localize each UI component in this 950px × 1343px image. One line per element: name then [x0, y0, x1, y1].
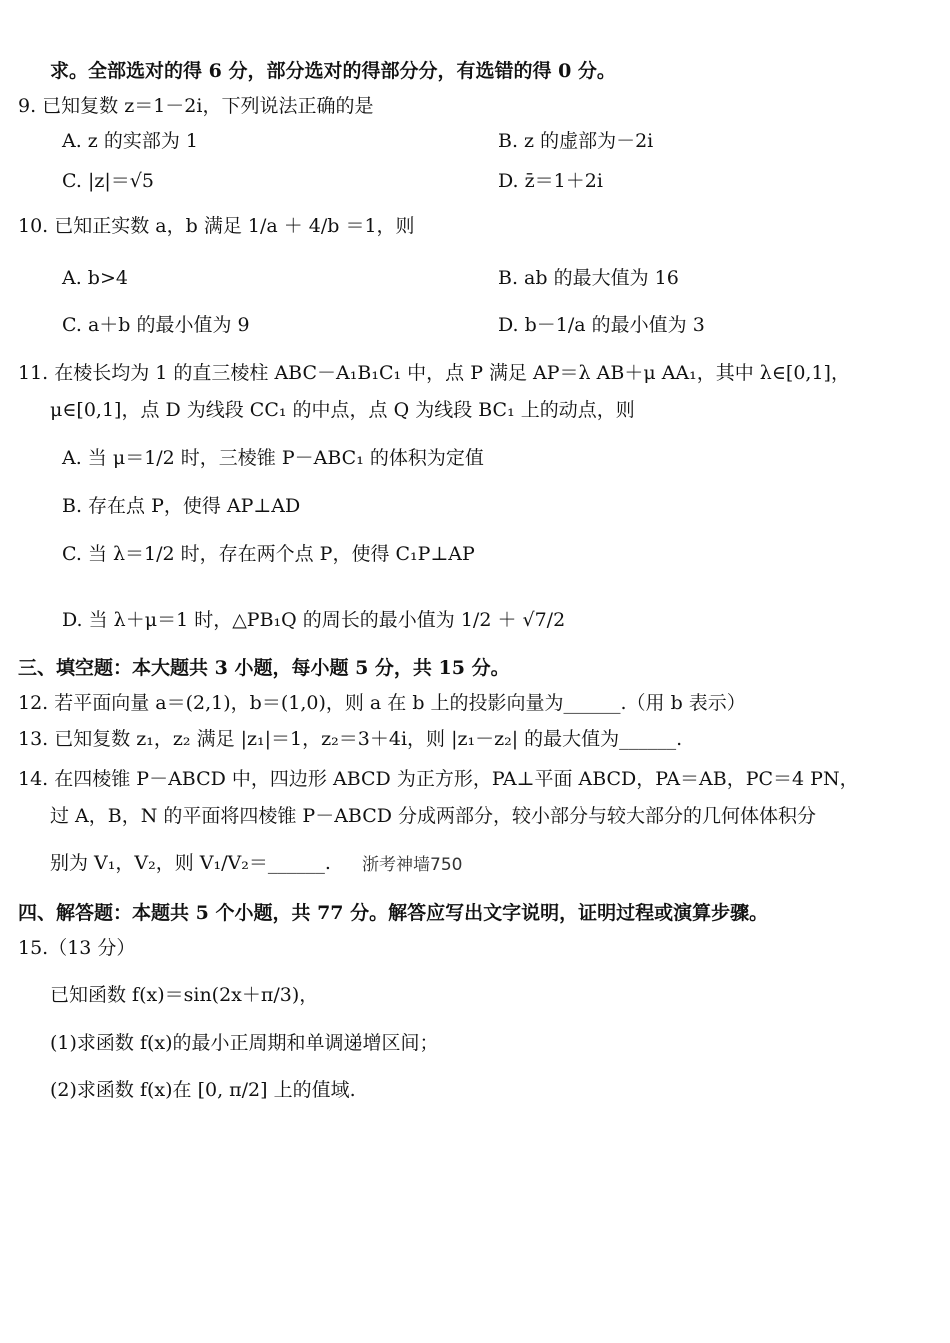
- q15-given-text: 已知函数 f(x)＝sin(2x＋π/3)，: [50, 984, 319, 1006]
- section-3-heading: [18, 658, 510, 679]
- section-4-heading: [18, 903, 768, 924]
- q9-option-a: [62, 131, 198, 152]
- q11-stem1-text: 11. 在棱长均为 1 的直三棱柱 ABC－A₁B₁C₁ 中，点 P 满足 AP＝λ AB＋μ AA₁，其中 λ∈[0,1]，: [18, 362, 850, 384]
- q9-option-a-text: A. z 的实部为 1: [62, 130, 198, 152]
- q10-option-a-text: A. b>4: [62, 267, 128, 289]
- q11-option-a: [62, 448, 484, 469]
- q14-line3-text: 别为 V₁，V₂，则 V₁/V₂＝______.: [50, 852, 331, 874]
- q15-part1: [50, 1033, 439, 1054]
- q14-line1: [18, 769, 859, 790]
- q14-line2: [50, 806, 816, 827]
- q10-option-c-text: C. a＋b 的最小值为 9: [62, 314, 250, 336]
- q13: [18, 729, 682, 750]
- q15-part2-text: (2)求函数 f(x)在 [0, π/2] 上的值域.: [50, 1079, 356, 1101]
- q12-text: 12. 若平面向量 a＝(2,1)，b＝(1,0)，则 a 在 b 上的投影向量为______.（用 b 表示）: [18, 692, 746, 714]
- q15-header-text: 15.（13 分）: [18, 937, 136, 959]
- q11-option-c: [62, 544, 475, 565]
- q11-stem-line2: [50, 400, 635, 421]
- q15-header: [18, 938, 135, 959]
- q9-option-d-text: D. z̄＝1＋2i: [498, 170, 603, 192]
- q9-option-d: [498, 171, 603, 192]
- watermark: [362, 856, 462, 875]
- q15-part2: [50, 1080, 356, 1101]
- q9-option-c-text: C. |z|＝√5: [62, 170, 154, 192]
- q14-line2-text: 过 A，B，N 的平面将四棱锥 P－ABCD 分成两部分，较小部分与较大部分的几何体体积分: [50, 805, 817, 827]
- q9-stem: [18, 96, 373, 117]
- q9-stem-text: 9. 已知复数 z＝1－2i，下列说法正确的是: [18, 95, 374, 117]
- q11-option-b: [62, 496, 300, 517]
- q10-stem-text: 10. 已知正实数 a，b 满足 1/a ＋ 4/b ＝1，则: [18, 215, 415, 237]
- q15-part1-text: (1)求函数 f(x)的最小正周期和单调递增区间；: [50, 1032, 439, 1054]
- q11-stem-line1: [18, 363, 850, 384]
- q11-option-b-text: B. 存在点 P，使得 AP⊥AD: [62, 495, 301, 517]
- q11-option-d: [62, 610, 565, 631]
- q9-option-b-text: B. z 的虚部为－2i: [498, 130, 654, 152]
- q9-option-c: [62, 171, 154, 192]
- q14-line3: [50, 853, 331, 874]
- q11-option-c-text: C. 当 λ＝1/2 时，存在两个点 P，使得 C₁P⊥AP: [62, 543, 475, 565]
- q10-option-b-text: B. ab 的最大值为 16: [498, 267, 679, 289]
- watermark-text: 浙考神墙750: [362, 855, 463, 875]
- q9-option-b: [498, 131, 653, 152]
- q11-option-d-text: D. 当 λ＋μ＝1 时，△PB₁Q 的周长的最小值为 1/2 ＋ √7/2: [62, 609, 566, 631]
- q10-option-c: [62, 315, 250, 336]
- q13-text: 13. 已知复数 z₁，z₂ 满足 |z₁|＝1，z₂＝3＋4i，则 |z₁－z₂| 的最大值为______.: [18, 728, 683, 750]
- q11-option-a-text: A. 当 μ＝1/2 时，三棱锥 P－ABC₁ 的体积为定值: [62, 447, 484, 469]
- q10-option-a: [62, 268, 128, 289]
- q15-given: [50, 985, 318, 1006]
- q10-option-d-text: D. b－1/a 的最小值为 3: [498, 314, 705, 336]
- instruction-tail: [50, 61, 616, 82]
- q11-stem2-text: μ∈[0,1]，点 D 为线段 CC₁ 的中点，点 Q 为线段 BC₁ 上的动点，则: [50, 399, 635, 421]
- section-3-text: 三、填空题：本大题共 3 小题，每小题 5 分，共 15 分。: [18, 657, 510, 679]
- q10-option-b: [498, 268, 679, 289]
- q12: [18, 693, 746, 714]
- q10-option-d: [498, 315, 705, 336]
- instruction-text: 求。全部选对的得 6 分，部分选对的得部分分，有选错的得 0 分。: [50, 60, 616, 82]
- q10-stem: [18, 216, 415, 237]
- q14-line1-text: 14. 在四棱锥 P－ABCD 中，四边形 ABCD 为正方形，PA⊥平面 ABCD，PA＝AB，PC＝4 PN，: [18, 768, 859, 790]
- section-4-text: 四、解答题：本题共 5 个小题，共 77 分。解答应写出文字说明，证明过程或演算步骤。: [18, 902, 769, 924]
